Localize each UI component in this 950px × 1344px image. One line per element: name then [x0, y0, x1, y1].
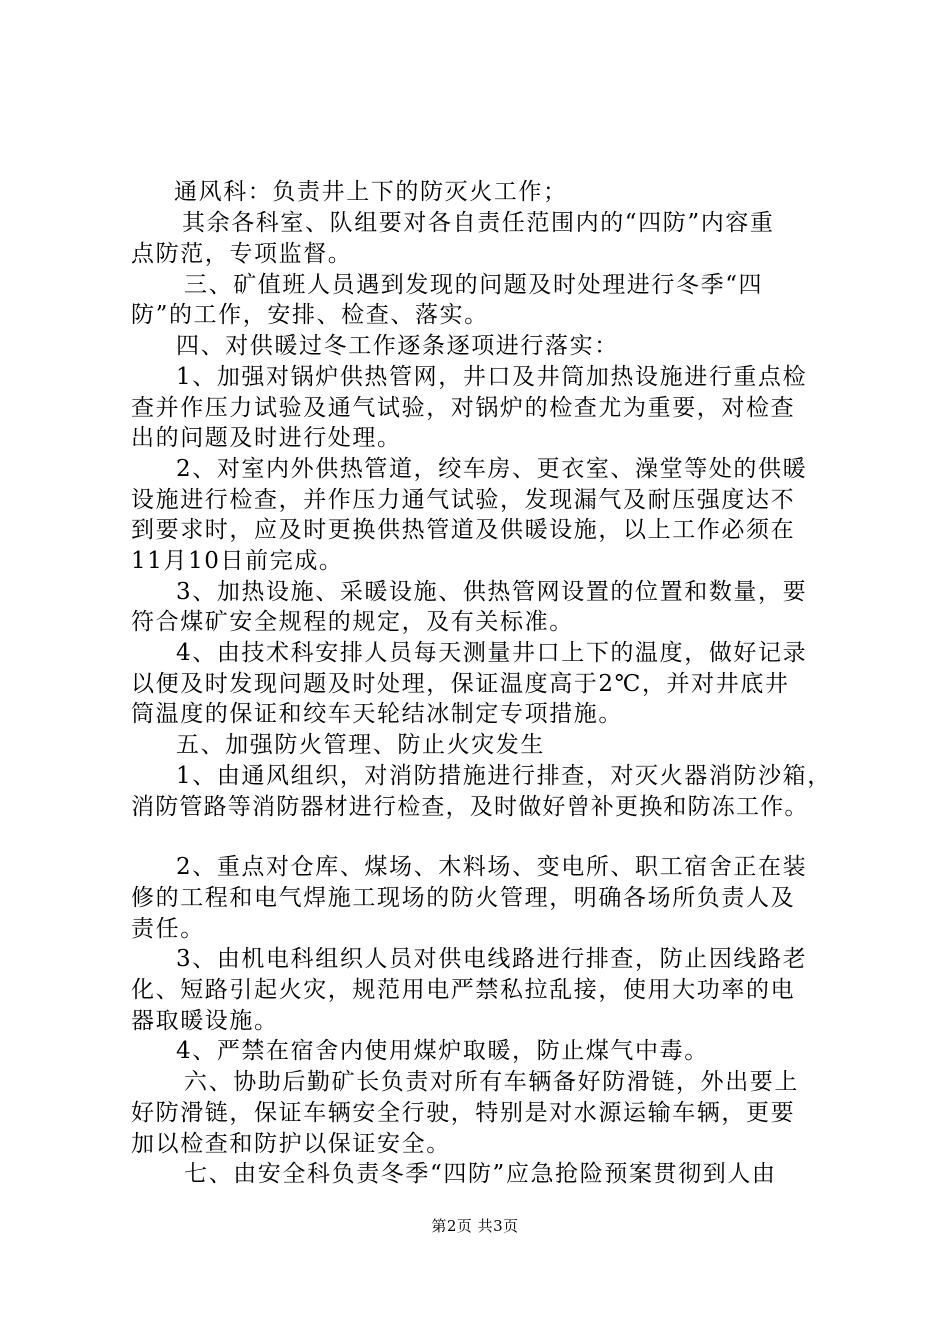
- paragraph-line: 1、由通风组织，对消防措施进行排查，对灭火器消防沙箱，: [176, 763, 832, 789]
- paragraph-line: 11月10日前完成。: [131, 548, 344, 574]
- paragraph-line: 三、矿值班人员遇到发现的问题及时处理进行冬季“四: [184, 272, 764, 298]
- paragraph-line: 查并作压力试验及通气试验，对锅炉的检查尤为重要，对检查: [131, 395, 796, 421]
- paragraph-line: 通风科：负责井上下的防灭火工作；: [174, 179, 568, 205]
- paragraph-line: 4、严禁在宿舍内使用煤炉取暖，防止煤气中毒。: [176, 1038, 709, 1064]
- paragraph-line: 3、加热设施、采暖设施、供热管网设置的位置和数量，要: [176, 579, 808, 605]
- paragraph-line: 七、由安全科负责冬季“四防”应急抢险预案贯彻到人由: [184, 1161, 777, 1187]
- paragraph-line: 防”的工作，安排、检查、落实。: [131, 302, 489, 328]
- paragraph-line: 五、加强防火管理、防止火灾发生: [176, 732, 545, 758]
- paragraph-line: 器取暖设施。: [131, 1008, 279, 1034]
- paragraph-line: 消防管路等消防器材进行检查，及时做好曾补更换和防冻工作。: [131, 794, 809, 820]
- paragraph-line: 2、重点对仓库、煤场、木料场、变电所、职工宿舍正在装: [176, 854, 808, 880]
- paragraph-line: 筒温度的保证和绞车天轮结冰制定专项措施。: [131, 701, 623, 727]
- paragraph-line: 设施进行检查，并作压力通气试验，发现漏气及耐压强度达不: [131, 487, 796, 513]
- paragraph-line: 出的问题及时进行处理。: [131, 425, 402, 451]
- page-number-footer: 第2页 共3页: [431, 1217, 519, 1235]
- paragraph-line: 修的工程和电气焊施工现场的防火管理，明确各场所负责人及: [131, 885, 796, 911]
- paragraph-line: 加以检查和防护以保证安全。: [131, 1131, 451, 1157]
- paragraph-line: 化、短路引起火灾，规范用电严禁私拉乱接，使用大功率的电: [131, 977, 796, 1003]
- paragraph-line: 3、由机电科组织人员对供电线路进行排查，防止因线路老: [176, 946, 808, 972]
- paragraph-line: 责任。: [131, 916, 205, 942]
- paragraph-line: 四、对供暖过冬工作逐条逐项进行落实：: [176, 333, 619, 359]
- paragraph-line: 点防范，专项监督。: [131, 241, 353, 267]
- paragraph-line: 符合煤矿安全规程的规定，及有关标准。: [131, 609, 574, 635]
- paragraph-line: 以便及时发现问题及时处理，保证温度高于2℃，并对井底井: [131, 671, 790, 697]
- paragraph-line: 到要求时，应及时更换供热管道及供暖设施，以上工作必须在: [131, 517, 796, 543]
- paragraph-line: 六、协助后勤矿长负责对所有车辆备好防滑链，外出要上: [184, 1069, 799, 1095]
- paragraph-line: 其余各科室、队组要对各自责任范围内的“四防”内容重: [182, 210, 775, 236]
- paragraph-line: 好防滑链，保证车辆安全行驶，特别是对水源运输车辆，更要: [131, 1100, 796, 1126]
- paragraph-line: 1、加强对锅炉供热管网，井口及井筒加热设施进行重点检: [176, 364, 808, 390]
- paragraph-line: 4、由技术科安排人员每天测量井口上下的温度，做好记录: [176, 640, 808, 666]
- paragraph-line: 2、对室内外供热管道，绞车房、更衣室、澡堂等处的供暖: [176, 456, 808, 482]
